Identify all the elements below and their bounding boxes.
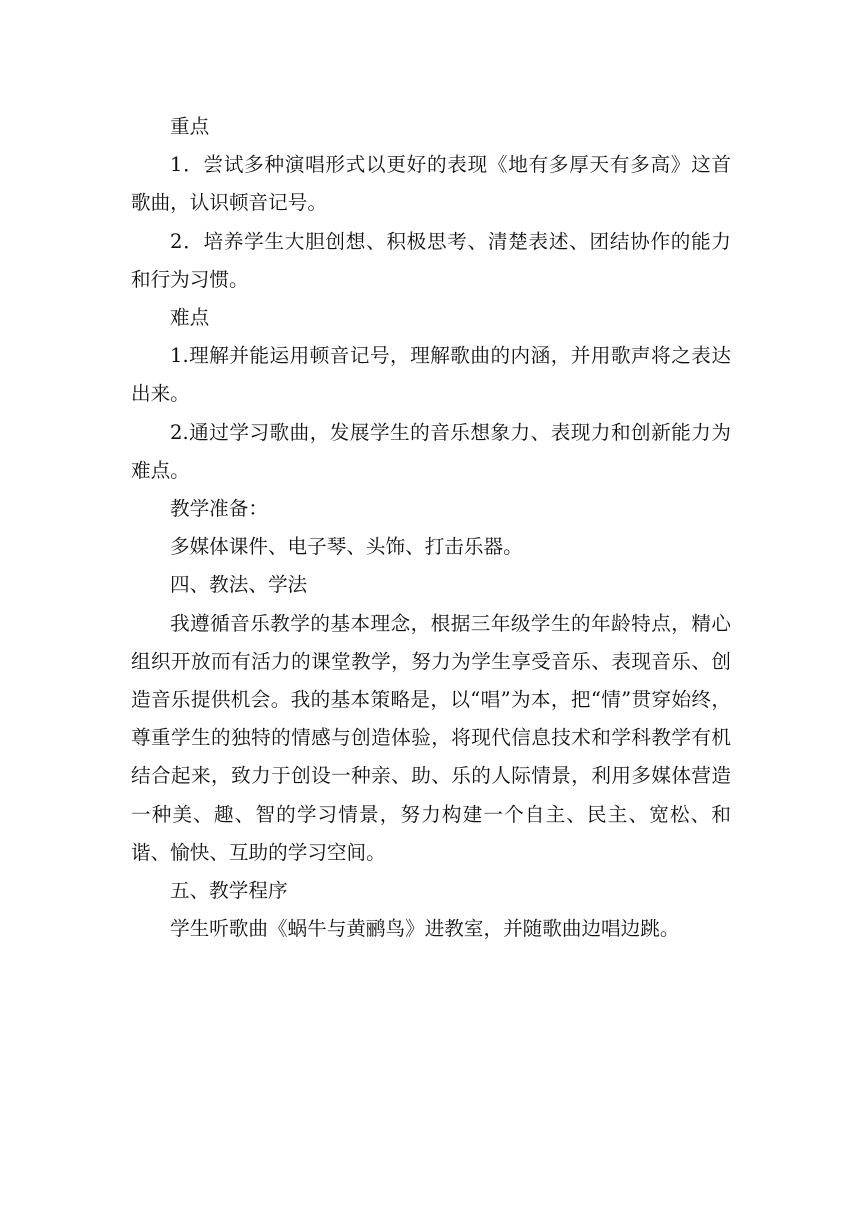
methods-paragraph: 我遵循音乐教学的基本理念，根据三年级学生的年龄特点，精心组织开放而有活力的课堂教学，努力为学生享受音乐、表现音乐、创造音乐提供机会。我的基本策略是，以“唱”为本，把“情”贯穿始终，尊重学生的独特的情感与创造体验，将现代信息技术和学科教学有机结合起来，致力于创设一种亲、助、乐的人际情景，利用多媒体营造一种美、趣、智的学习情景，努力构建一个自主、民主、宽松、和谐、愉快、互助的学习空间。 <box>131 611 731 864</box>
key-point-2: 2．培养学生大胆创想、积极思考、清楚表述、团结协作的能力和行为习惯。 <box>131 229 731 291</box>
heading-methods: 四、教法、学法 <box>170 573 308 597</box>
key-point-1: 1．尝试多种演唱形式以更好的表现《地有多厚天有多高》这首歌曲，认识顿音记号。 <box>131 153 731 215</box>
heading-key-points: 重点 <box>170 115 210 138</box>
heading-procedure: 五、教学程序 <box>170 879 288 903</box>
difficulty-1: 1.理解并能运用顿音记号，理解歌曲的内涵，并用歌声将之表达出来。 <box>131 344 731 406</box>
difficulty-2: 2.通过学习歌曲，发展学生的音乐想象力、表现力和创新能力为难点。 <box>131 420 731 482</box>
heading-difficulties: 难点 <box>170 306 210 330</box>
heading-preparation: 教学准备： <box>170 497 268 521</box>
document-body <box>131 108 731 948</box>
preparation-items: 多媒体课件、电子琴、头饰、打击乐器。 <box>170 535 523 559</box>
procedure-paragraph: 学生听歌曲《蜗牛与黄鹂鸟》进教室，并随歌曲边唱边跳。 <box>170 917 680 941</box>
